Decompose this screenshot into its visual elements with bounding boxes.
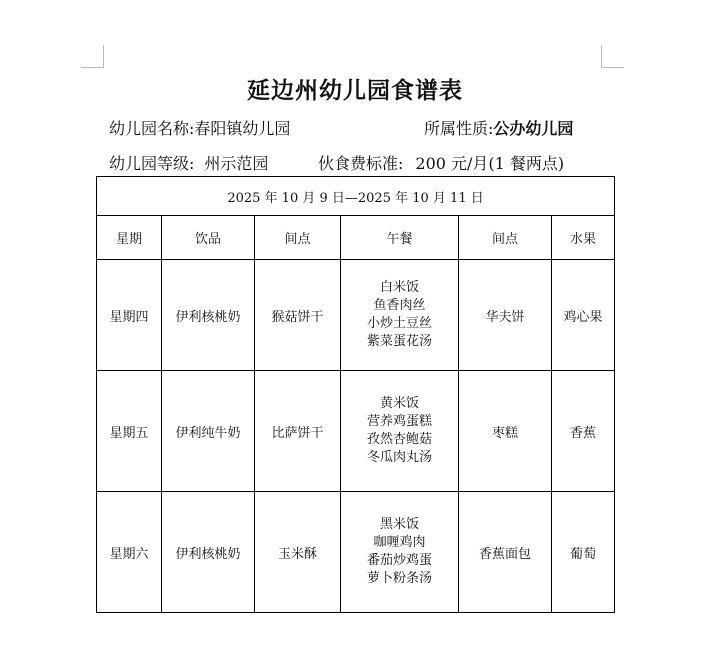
lunch-cell [341,260,459,371]
day-cell: 星期四 [97,260,162,371]
header-lunch: 午餐 [341,216,459,260]
lunch-item: 冬瓜肉丸汤 [366,450,432,465]
lunch-cell [341,492,459,613]
fruit-cell: 葡萄 [552,492,615,613]
snack-1-cell: 玉米酥 [255,492,341,613]
crop-mark-top-right [601,45,624,68]
table-row [97,260,615,371]
lunch-cell [341,371,459,492]
page-title: 延边州幼儿园食谱表 [247,78,463,104]
drink-cell: 伊利纯牛奶 [162,371,255,492]
lunch-item: 番茄炒鸡蛋 [366,553,432,568]
snack-1-cell: 比萨饼干 [255,371,341,492]
snack-2-cell: 香蕉面包 [459,492,552,613]
date-row [97,177,615,216]
snack-2-cell: 枣糕 [459,371,552,492]
lunch-item: 小炒土豆丝 [366,316,432,331]
kindergarten-name-value: 春阳镇幼儿园 [194,119,291,138]
meal-fee-label: 伙食费标准: [318,154,404,173]
header-drink: 饮品 [162,216,255,260]
date-range: 2025 年 10 月 9 日—2025 年 10 月 11 日 [97,177,615,216]
kindergarten-level [109,151,268,174]
lunch-item: 咖喱鸡肉 [373,535,426,550]
header-fruit: 水果 [552,216,615,260]
kindergarten-name-label: 幼儿园名称: [109,119,195,138]
snack-2-cell: 华夫饼 [459,260,552,371]
meal-fee-value: 200 元/月(1 餐两点) [415,154,565,173]
crop-mark-top-left [81,45,104,68]
lunch-item: 营养鸡蛋糕 [366,414,432,429]
header-snack-2: 间点 [459,216,552,260]
lunch-item: 紫菜蛋花汤 [366,334,432,349]
day-cell: 星期六 [97,492,162,613]
lunch-item: 黄米饭 [379,396,419,411]
day-cell: 星期五 [97,371,162,492]
drink-cell: 伊利核桃奶 [162,492,255,613]
lunch-item: 鱼香肉丝 [373,298,426,313]
header-snack-1: 间点 [255,216,341,260]
drink-cell: 伊利核桃奶 [162,260,255,371]
kindergarten-type-value: 公办幼儿园 [493,119,574,138]
lunch-item: 孜然杏鲍菇 [366,432,432,447]
table-row [97,371,615,492]
meal-fee [318,151,564,174]
kindergarten-level-value: 州示范园 [204,154,269,173]
kindergarten-name [109,116,290,139]
fruit-cell: 鸡心果 [552,260,615,371]
menu-table [96,176,615,613]
header-row [97,216,615,260]
kindergarten-level-label: 幼儿园等级: [109,154,195,173]
snack-1-cell: 猴菇饼干 [255,260,341,371]
kindergarten-type-label: 所属性质: [424,119,494,138]
table-row [97,492,615,613]
kindergarten-type [424,116,573,139]
lunch-item: 萝卜粉条汤 [366,571,432,586]
header-day: 星期 [97,216,162,260]
fruit-cell: 香蕉 [552,371,615,492]
lunch-item: 白米饭 [379,280,419,295]
lunch-item: 黑米饭 [379,517,419,532]
